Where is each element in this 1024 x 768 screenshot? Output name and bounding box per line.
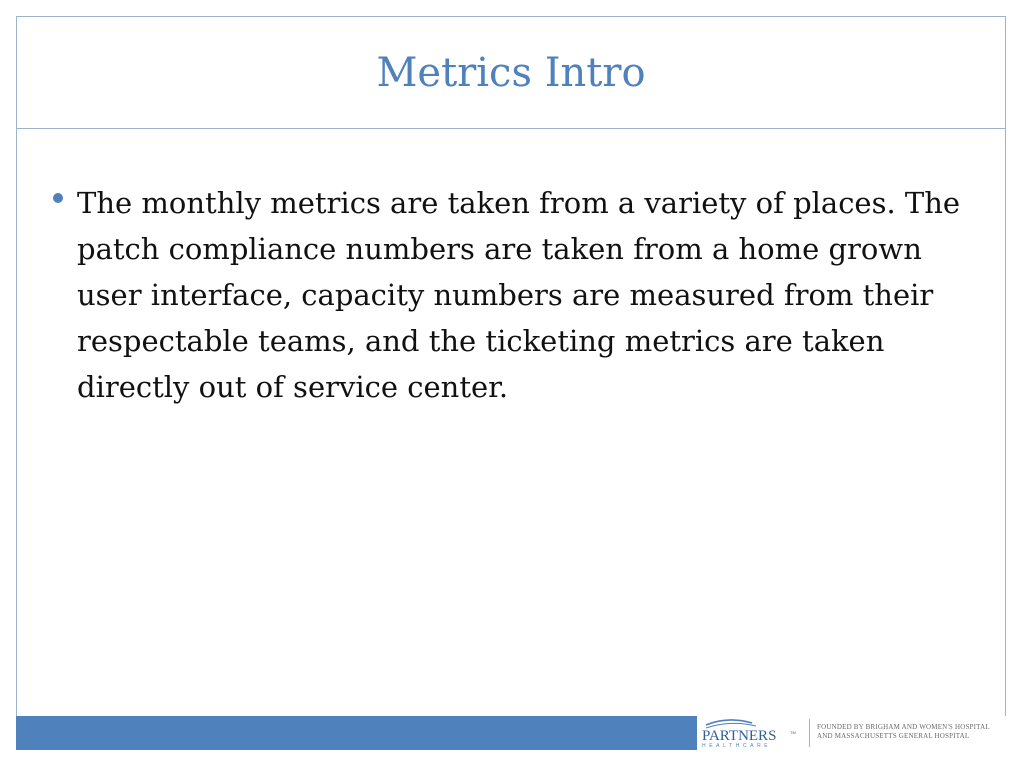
slide-title: Metrics Intro	[376, 49, 646, 96]
footer-logo-area	[697, 716, 1006, 750]
footer-bar	[16, 716, 697, 750]
footer-tagline	[817, 723, 1007, 741]
bullet-item	[53, 180, 973, 410]
logo-divider	[809, 719, 810, 747]
partners-logo-icon	[700, 716, 802, 750]
tagline-line-1: FOUNDED BY BRIGHAM AND WOMEN'S HOSPITAL	[817, 723, 990, 731]
tagline-line-2: AND MASSACHUSETTS GENERAL HOSPITAL	[817, 732, 970, 740]
bullet-text: The monthly metrics are taken from a variety of places. The patch compliance numbers are taken from a home grown user interface, capacity numbers are measured from their respectable teams, and the ticketing metrics are taken directly out of service center.	[77, 186, 961, 404]
title-area	[17, 17, 1005, 129]
svg-text:TM: TM	[790, 730, 796, 735]
logo-sub-text: HEALTHCARE	[702, 743, 772, 749]
bullet-icon	[53, 193, 63, 203]
slide-frame	[16, 16, 1006, 750]
logo-main-text: PARTNERS	[702, 728, 777, 744]
slide-content	[53, 180, 973, 410]
